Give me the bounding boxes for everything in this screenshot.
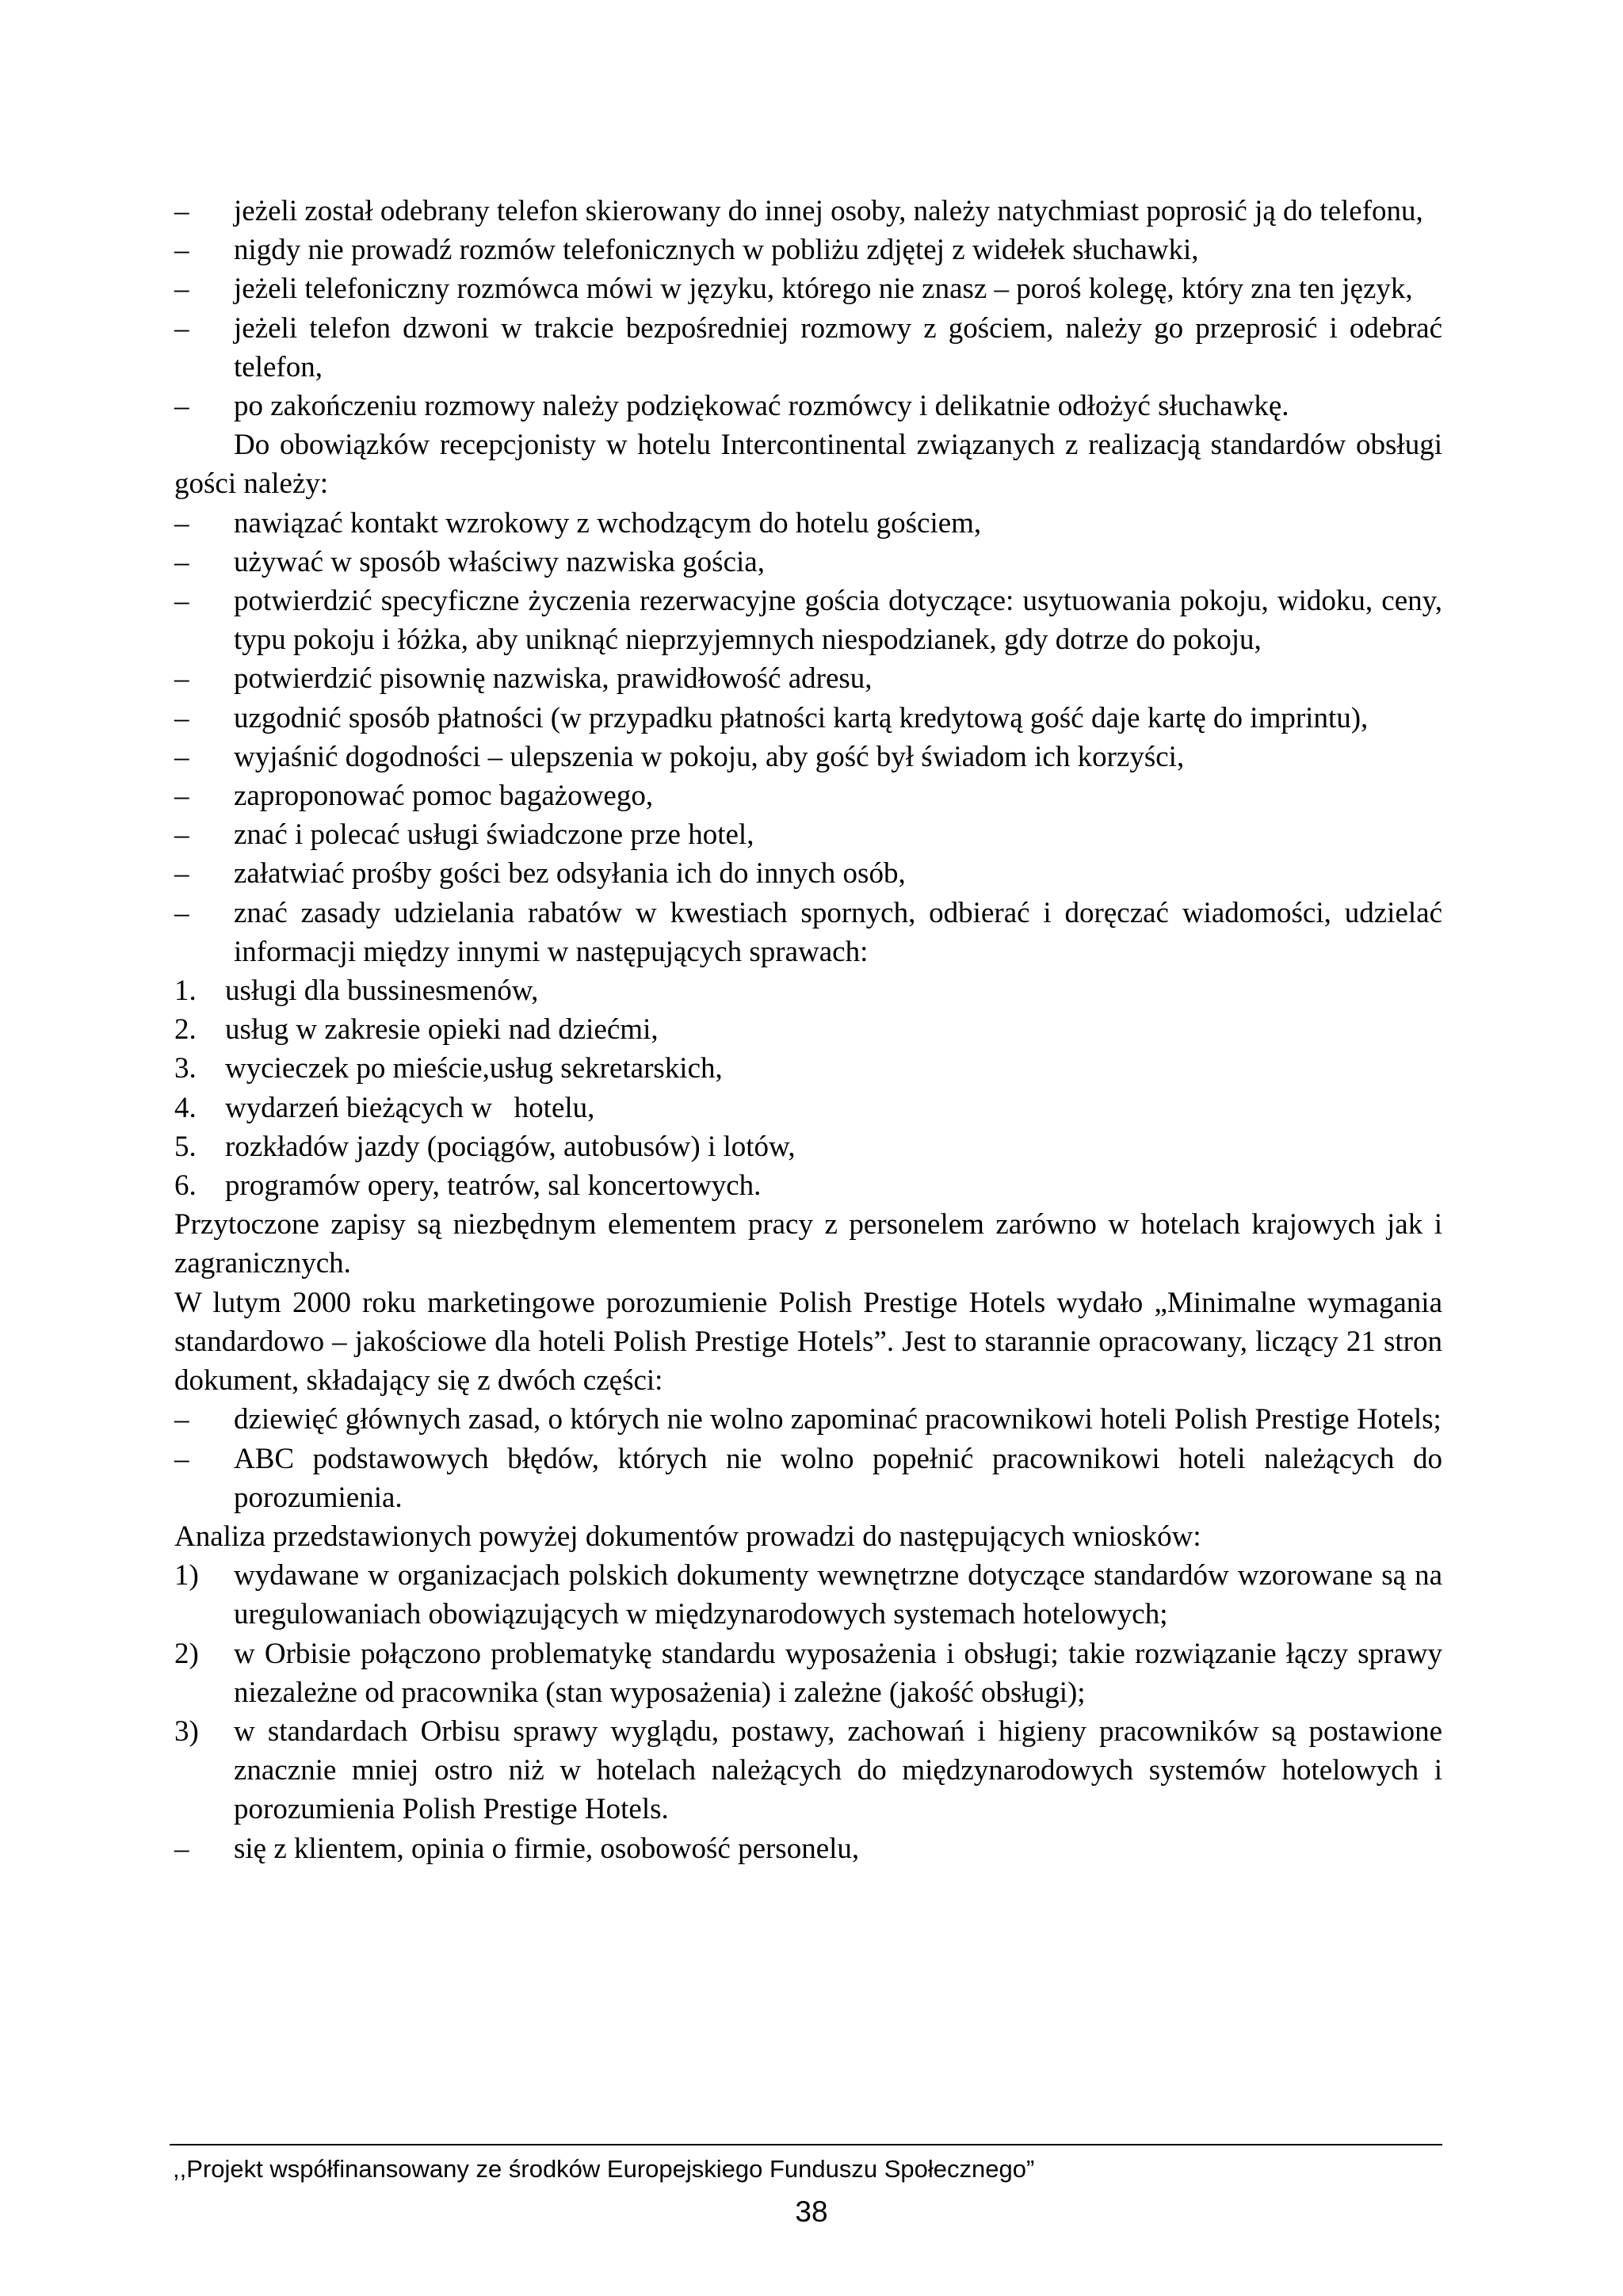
document-body bbox=[174, 192, 1442, 1868]
conclusion-text: w Orbisie połączono problematykę standardu wyposażenia i obsługi; takie rozwiązanie łączy sprawy niezależne od pracownika (stan wyposażenia) i zależne (jakość obsługi); bbox=[234, 1637, 1442, 1709]
numbered-text: wycieczek po mieście,usług sekretarskich, bbox=[225, 1052, 723, 1085]
bullet-text: używać w sposób właściwy nazwiska gościa, bbox=[234, 545, 765, 578]
list-item bbox=[174, 582, 1442, 659]
bullet-text: nawiązać kontakt wzrokowy z wchodzącym do hotelu gościem, bbox=[234, 506, 982, 540]
bullet-marker: – bbox=[174, 857, 189, 891]
bullet-text: zaproponować pomoc bagażowego, bbox=[234, 780, 654, 813]
list-item bbox=[174, 699, 1442, 738]
numbered-text: usługi dla bussinesmenów, bbox=[225, 974, 539, 1008]
bullet-text: potwierdzić specyficzne życzenia rezerwacyjne gościa dotyczące: usytuowania pokoju, widoku, ceny, typu pokoju i łóżka, aby uniknąć nieprzyjemnych niespodzianek, gdy dotrze do pokoju, bbox=[234, 585, 1442, 657]
footer-divider bbox=[170, 2144, 1442, 2145]
paragraph-prestige: W lutym 2000 roku marketingowe porozumienie Polish Prestige Hotels wydało „Minimalne wymagania standardowo – jakościowe dla hoteli Polish Prestige Hotels”. Jest to starannie opracowany, liczący 21 stron dokument, składający się z dwóch części: bbox=[174, 1286, 1442, 1398]
numbered-item bbox=[174, 1049, 1442, 1088]
list-item bbox=[174, 854, 1442, 893]
list-item bbox=[174, 1400, 1442, 1439]
bullet-text: po zakończeniu rozmowy należy podziękować rozmówcy i delikatnie odłożyć słuchawkę. bbox=[234, 390, 1289, 423]
list-item bbox=[174, 776, 1442, 815]
bullet-marker: – bbox=[174, 896, 189, 929]
bullet-marker: – bbox=[174, 662, 189, 696]
bullet-text: załatwiać prośby gości bez odsyłania ich do innych osób, bbox=[234, 857, 906, 891]
bullet-text: dziewięć głównych zasad, o których nie wolno zapominać pracownikowi hoteli Polish Prestige Hotels; bbox=[234, 1403, 1442, 1436]
number-marker: 3. bbox=[174, 1052, 197, 1085]
conclusion-marker: 1) bbox=[174, 1559, 199, 1592]
page-number: 38 bbox=[795, 2195, 828, 2228]
bullet-text: jeżeli telefoniczny rozmówca mówi w języku, którego nie znasz – poroś kolegę, który zna ten język, bbox=[234, 273, 1413, 306]
list-item bbox=[174, 269, 1442, 308]
number-marker: 2. bbox=[174, 1013, 197, 1047]
bullet-marker: – bbox=[174, 273, 189, 306]
bullet-text: jeżeli telefon dzwoni w trakcie bezpośredniej rozmowy z gościem, należy go przeprosić i odebrać telefon, bbox=[234, 311, 1442, 383]
bullet-marker: – bbox=[174, 195, 189, 227]
bullet-marker: – bbox=[174, 506, 189, 540]
conclusion-text: wydawane w organizacjach polskich dokumenty wewnętrzne dotyczące standardów wzorowane są na uregulowaniach obowiązujących w międzynarodowych systemach hotelowych; bbox=[234, 1559, 1442, 1631]
bullet-marker: – bbox=[174, 311, 189, 345]
numbered-item bbox=[174, 1089, 1442, 1127]
list-item bbox=[174, 738, 1442, 776]
number-marker: 5. bbox=[174, 1130, 197, 1163]
footer-text: ,,Projekt współfinansowany ze środków Europejskiego Funduszu Społecznego” bbox=[173, 2155, 1035, 2183]
bullet-text: jeżeli został odebrany telefon skierowany do innej osoby, należy natychmiast poprosić ją do telefonu, bbox=[234, 195, 1423, 227]
conclusion-item bbox=[174, 1556, 1442, 1634]
conclusion-marker: 3) bbox=[174, 1714, 199, 1748]
list-item bbox=[174, 659, 1442, 698]
numbered-text: programów opery, teatrów, sal koncertowych. bbox=[225, 1169, 762, 1203]
numbered-item bbox=[174, 1010, 1442, 1049]
paragraph-records: Przytoczone zapisy są niezbędnym elementem pracy z personelem zarówno w hotelach krajowych jak i zagranicznych. bbox=[174, 1208, 1442, 1280]
list-item bbox=[174, 387, 1442, 425]
paragraph-duties: Do obowiązków recepcjonisty w hotelu Intercontinental związanych z realizacją standardów obsługi gości należy: bbox=[174, 429, 1442, 501]
list-item bbox=[174, 894, 1442, 971]
list-item bbox=[174, 231, 1442, 269]
bullet-marker: – bbox=[174, 818, 189, 852]
bullet-text: się z klientem, opinia o firmie, osobowość personelu, bbox=[234, 1832, 860, 1865]
conclusion-item bbox=[174, 1634, 1442, 1712]
bullet-marker: – bbox=[174, 780, 189, 813]
numbered-text: wydarzeń bieżących w hotelu, bbox=[225, 1091, 595, 1124]
bullet-marker: – bbox=[174, 701, 189, 734]
conclusion-item bbox=[174, 1712, 1442, 1829]
bullet-text: potwierdzić pisownię nazwiska, prawidłowość adresu, bbox=[234, 662, 873, 696]
conclusion-marker: 2) bbox=[174, 1637, 199, 1670]
bullet-marker: – bbox=[174, 1403, 189, 1436]
bullet-marker: – bbox=[174, 390, 189, 423]
bullet-marker: – bbox=[174, 585, 189, 618]
bullet-marker: – bbox=[174, 740, 189, 773]
bullet-text: wyjaśnić dogodności – ulepszenia w pokoju, aby gość był świadom ich korzyści, bbox=[234, 740, 1185, 773]
conclusion-text: w standardach Orbisu sprawy wyglądu, postawy, zachowań i higieny pracowników są postawione znacznie mniej ostro niż w hotelach należących do międzynarodowych systemów hotelowych i porozumienia Polish Prestige Hotels. bbox=[234, 1714, 1442, 1826]
bullet-marker: – bbox=[174, 545, 189, 578]
numbered-text: rozkładów jazdy (pociągów, autobusów) i lotów, bbox=[225, 1130, 796, 1163]
bullet-text: nigdy nie prowadź rozmów telefonicznych w pobliżu zdjętej z widełek słuchawki, bbox=[234, 234, 1199, 267]
list-item bbox=[174, 1440, 1442, 1517]
list-item bbox=[174, 192, 1442, 231]
list-item bbox=[174, 309, 1442, 387]
bullet-text: znać i polecać usługi świadczone prze hotel, bbox=[234, 818, 754, 852]
numbered-item bbox=[174, 1166, 1442, 1205]
numbered-text: usług w zakresie opieki nad dziećmi, bbox=[225, 1013, 659, 1047]
bullet-marker: – bbox=[174, 1442, 189, 1475]
bullet-text: ABC podstawowych błędów, których nie wolno popełnić pracownikowi hoteli należących do porozumienia. bbox=[234, 1442, 1442, 1514]
list-item bbox=[174, 1829, 1442, 1868]
list-item bbox=[174, 504, 1442, 543]
number-marker: 4. bbox=[174, 1091, 197, 1124]
number-marker: 1. bbox=[174, 974, 197, 1008]
paragraph-analysis: Analiza przedstawionych powyżej dokumentów prowadzi do następujących wniosków: bbox=[174, 1520, 1201, 1553]
bullet-text: znać zasady udzielania rabatów w kwestiach spornych, odbierać i doręczać wiadomości, udzielać informacji między innymi w następujących sprawach: bbox=[234, 896, 1442, 968]
list-item bbox=[174, 815, 1442, 854]
numbered-item bbox=[174, 971, 1442, 1010]
numbered-item bbox=[174, 1127, 1442, 1166]
list-item bbox=[174, 543, 1442, 582]
bullet-marker: – bbox=[174, 234, 189, 267]
bullet-marker: – bbox=[174, 1832, 189, 1865]
bullet-text: uzgodnić sposób płatności (w przypadku płatności kartą kredytową gość daje kartę do imprintu), bbox=[234, 701, 1369, 734]
number-marker: 6. bbox=[174, 1169, 197, 1203]
